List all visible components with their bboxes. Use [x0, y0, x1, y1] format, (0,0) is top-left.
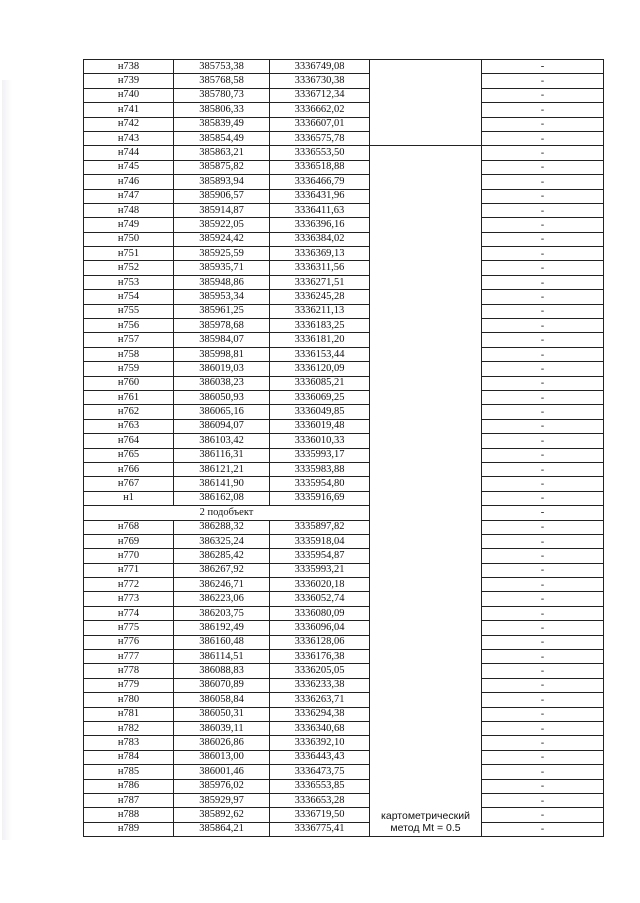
table-row: [84, 189, 604, 203]
x-coordinate-cell: 386065,16: [174, 405, 270, 419]
x-coordinate-cell: 385892,62: [174, 808, 270, 822]
table-row: [84, 74, 604, 88]
x-coordinate-cell: 385806,33: [174, 103, 270, 117]
accuracy-dash-cell: -: [482, 333, 604, 347]
point-name-cell: н750: [84, 232, 174, 246]
accuracy-dash-cell: -: [482, 563, 604, 577]
point-name-cell: н747: [84, 189, 174, 203]
x-coordinate-cell: 385976,02: [174, 779, 270, 793]
accuracy-dash-cell: -: [482, 736, 604, 750]
y-coordinate-cell: 3336069,25: [270, 390, 370, 404]
point-name-cell: н753: [84, 275, 174, 289]
x-coordinate-cell: 385953,34: [174, 290, 270, 304]
accuracy-dash-cell: -: [482, 765, 604, 779]
y-coordinate-cell: 3336431,96: [270, 189, 370, 203]
accuracy-dash-cell: -: [482, 218, 604, 232]
accuracy-dash-cell: -: [482, 60, 604, 74]
y-coordinate-cell: 3336010,33: [270, 434, 370, 448]
accuracy-dash-cell: -: [482, 189, 604, 203]
point-name-cell: н786: [84, 779, 174, 793]
y-coordinate-cell: 3336271,51: [270, 275, 370, 289]
y-coordinate-cell: 3335954,87: [270, 549, 370, 563]
accuracy-dash-cell: -: [482, 175, 604, 189]
point-name-cell: н781: [84, 707, 174, 721]
method-cell-empty: [370, 60, 482, 146]
y-coordinate-cell: 3336607,01: [270, 117, 370, 131]
table-row: [84, 736, 604, 750]
accuracy-dash-cell: -: [482, 808, 604, 822]
y-coordinate-cell: 3335983,88: [270, 462, 370, 476]
point-name-cell: н772: [84, 578, 174, 592]
x-coordinate-cell: 385906,57: [174, 189, 270, 203]
table-row: [84, 419, 604, 433]
point-name-cell: н767: [84, 477, 174, 491]
y-coordinate-cell: 3336153,44: [270, 347, 370, 361]
accuracy-dash-cell: -: [482, 74, 604, 88]
point-name-cell: н768: [84, 520, 174, 534]
table-row: [84, 650, 604, 664]
accuracy-dash-cell: -: [482, 721, 604, 735]
point-name-cell: н746: [84, 175, 174, 189]
y-coordinate-cell: 3336085,21: [270, 376, 370, 390]
y-coordinate-cell: 3336020,18: [270, 578, 370, 592]
x-coordinate-cell: 386050,31: [174, 707, 270, 721]
table-row: [84, 664, 604, 678]
point-name-cell: н784: [84, 750, 174, 764]
table-row: [84, 822, 604, 836]
table-row: [84, 160, 604, 174]
accuracy-dash-cell: -: [482, 304, 604, 318]
point-name-cell: н758: [84, 347, 174, 361]
table-row: [84, 103, 604, 117]
y-coordinate-cell: 3336049,85: [270, 405, 370, 419]
table-row: [84, 549, 604, 563]
accuracy-dash-cell: -: [482, 592, 604, 606]
table-row: [84, 448, 604, 462]
accuracy-dash-cell: -: [482, 650, 604, 664]
point-name-cell: н773: [84, 592, 174, 606]
x-coordinate-cell: 386223,06: [174, 592, 270, 606]
x-coordinate-cell: 386141,90: [174, 477, 270, 491]
point-name-cell: н764: [84, 434, 174, 448]
y-coordinate-cell: 3336176,38: [270, 650, 370, 664]
x-coordinate-cell: 385863,21: [174, 146, 270, 160]
table-row: [84, 376, 604, 390]
table-row: [84, 247, 604, 261]
table-row: [84, 563, 604, 577]
accuracy-dash-cell: -: [482, 462, 604, 476]
accuracy-dash-cell: -: [482, 635, 604, 649]
y-coordinate-cell: 3336712,34: [270, 88, 370, 102]
y-coordinate-cell: 3336384,02: [270, 232, 370, 246]
point-name-cell: н741: [84, 103, 174, 117]
x-coordinate-cell: 386058,84: [174, 693, 270, 707]
y-coordinate-cell: 3336369,13: [270, 247, 370, 261]
x-coordinate-cell: 386038,23: [174, 376, 270, 390]
y-coordinate-cell: 3336311,56: [270, 261, 370, 275]
y-coordinate-cell: 3336340,68: [270, 721, 370, 735]
y-coordinate-cell: 3336233,38: [270, 678, 370, 692]
x-coordinate-cell: 385925,59: [174, 247, 270, 261]
point-name-cell: н779: [84, 678, 174, 692]
table-row: [84, 319, 604, 333]
point-name-cell: н752: [84, 261, 174, 275]
y-coordinate-cell: 3336730,38: [270, 74, 370, 88]
y-coordinate-cell: 3336181,20: [270, 333, 370, 347]
accuracy-dash-cell: -: [482, 131, 604, 145]
accuracy-dash-cell: -: [482, 477, 604, 491]
table-row: [84, 578, 604, 592]
table-row: [84, 462, 604, 476]
accuracy-dash-cell: -: [482, 261, 604, 275]
x-coordinate-cell: 385948,86: [174, 275, 270, 289]
accuracy-dash-cell: -: [482, 549, 604, 563]
accuracy-dash-cell: -: [482, 275, 604, 289]
x-coordinate-cell: 385961,25: [174, 304, 270, 318]
x-coordinate-cell: 386088,83: [174, 664, 270, 678]
x-coordinate-cell: 386103,42: [174, 434, 270, 448]
point-name-cell: н761: [84, 390, 174, 404]
accuracy-dash-cell: -: [482, 534, 604, 548]
table-row: [84, 347, 604, 361]
table-row: [84, 678, 604, 692]
accuracy-dash-cell: -: [482, 520, 604, 534]
x-coordinate-cell: 385893,94: [174, 175, 270, 189]
accuracy-dash-cell: -: [482, 247, 604, 261]
table-row: [84, 290, 604, 304]
table-row: [84, 765, 604, 779]
point-name-cell: н776: [84, 635, 174, 649]
accuracy-dash-cell: -: [482, 707, 604, 721]
accuracy-dash-cell: -: [482, 664, 604, 678]
accuracy-dash-cell: -: [482, 693, 604, 707]
table-row: [84, 477, 604, 491]
table-row: [84, 693, 604, 707]
point-name-cell: н787: [84, 793, 174, 807]
point-name-cell: н738: [84, 60, 174, 74]
x-coordinate-cell: 386288,32: [174, 520, 270, 534]
accuracy-dash-cell: -: [482, 405, 604, 419]
x-coordinate-cell: 385839,49: [174, 117, 270, 131]
y-coordinate-cell: 3335918,04: [270, 534, 370, 548]
point-name-cell: н1: [84, 491, 174, 505]
accuracy-dash-cell: -: [482, 319, 604, 333]
x-coordinate-cell: 385935,71: [174, 261, 270, 275]
point-name-cell: н756: [84, 319, 174, 333]
table-row: [84, 750, 604, 764]
y-coordinate-cell: 3336411,63: [270, 203, 370, 217]
method-text-line2: метод Mt = 0.5: [390, 822, 461, 835]
table-row: [84, 261, 604, 275]
x-coordinate-cell: 385864,21: [174, 822, 270, 836]
y-coordinate-cell: 3336553,85: [270, 779, 370, 793]
x-coordinate-cell: 385924,42: [174, 232, 270, 246]
x-coordinate-cell: 386267,92: [174, 563, 270, 577]
y-coordinate-cell: 3336245,28: [270, 290, 370, 304]
y-coordinate-cell: 3336211,13: [270, 304, 370, 318]
point-name-cell: н740: [84, 88, 174, 102]
table-row: [84, 88, 604, 102]
accuracy-dash-cell: -: [482, 621, 604, 635]
accuracy-dash-cell: -: [482, 506, 604, 520]
y-coordinate-cell: 3335993,21: [270, 563, 370, 577]
x-coordinate-cell: 385914,87: [174, 203, 270, 217]
point-name-cell: н778: [84, 664, 174, 678]
table-row: [84, 621, 604, 635]
x-coordinate-cell: 385984,07: [174, 333, 270, 347]
method-text-line1: картометрический: [381, 810, 470, 823]
point-name-cell: н765: [84, 448, 174, 462]
table-row: [84, 721, 604, 735]
x-coordinate-cell: 386162,08: [174, 491, 270, 505]
point-name-cell: н780: [84, 693, 174, 707]
y-coordinate-cell: 3336019,48: [270, 419, 370, 433]
table-row: [84, 146, 604, 160]
point-name-cell: н770: [84, 549, 174, 563]
table-row: [84, 203, 604, 217]
table-row: [84, 707, 604, 721]
table-row: [84, 131, 604, 145]
x-coordinate-cell: 385768,58: [174, 74, 270, 88]
table-row: [84, 117, 604, 131]
point-name-cell: н754: [84, 290, 174, 304]
table-row: [84, 60, 604, 74]
table-row: [84, 635, 604, 649]
y-coordinate-cell: 3336653,28: [270, 793, 370, 807]
x-coordinate-cell: 386203,75: [174, 606, 270, 620]
point-name-cell: н766: [84, 462, 174, 476]
accuracy-dash-cell: -: [482, 491, 604, 505]
y-coordinate-cell: 3336473,75: [270, 765, 370, 779]
accuracy-dash-cell: -: [482, 203, 604, 217]
table-row: [84, 390, 604, 404]
table-row: [84, 779, 604, 793]
accuracy-dash-cell: -: [482, 160, 604, 174]
accuracy-dash-cell: -: [482, 117, 604, 131]
x-coordinate-cell: 386039,11: [174, 721, 270, 735]
point-name-cell: н748: [84, 203, 174, 217]
x-coordinate-cell: 386116,31: [174, 448, 270, 462]
point-name-cell: н760: [84, 376, 174, 390]
scan-margin-shadow: [2, 80, 12, 840]
point-name-cell: н763: [84, 419, 174, 433]
accuracy-dash-cell: -: [482, 419, 604, 433]
x-coordinate-cell: 386013,00: [174, 750, 270, 764]
point-name-cell: н777: [84, 650, 174, 664]
y-coordinate-cell: 3336263,71: [270, 693, 370, 707]
point-name-cell: н759: [84, 362, 174, 376]
coordinates-table: [83, 59, 604, 837]
subobject-label-cell: 2 подобъект: [84, 506, 370, 520]
y-coordinate-cell: 3336518,88: [270, 160, 370, 174]
y-coordinate-cell: 3336080,09: [270, 606, 370, 620]
x-coordinate-cell: 385875,82: [174, 160, 270, 174]
point-name-cell: н789: [84, 822, 174, 836]
x-coordinate-cell: 386192,49: [174, 621, 270, 635]
x-coordinate-cell: 386160,48: [174, 635, 270, 649]
accuracy-dash-cell: -: [482, 793, 604, 807]
accuracy-dash-cell: -: [482, 232, 604, 246]
y-coordinate-cell: 3335993,17: [270, 448, 370, 462]
table-row: [84, 333, 604, 347]
accuracy-dash-cell: -: [482, 347, 604, 361]
accuracy-dash-cell: -: [482, 88, 604, 102]
x-coordinate-cell: 385780,73: [174, 88, 270, 102]
point-name-cell: н771: [84, 563, 174, 577]
x-coordinate-cell: 386325,24: [174, 534, 270, 548]
table-row: [84, 405, 604, 419]
y-coordinate-cell: 3336443,43: [270, 750, 370, 764]
y-coordinate-cell: 3336392,10: [270, 736, 370, 750]
y-coordinate-cell: 3336662,02: [270, 103, 370, 117]
y-coordinate-cell: 3336120,09: [270, 362, 370, 376]
x-coordinate-cell: 386114,51: [174, 650, 270, 664]
table-row: [84, 491, 604, 505]
y-coordinate-cell: 3336052,74: [270, 592, 370, 606]
x-coordinate-cell: 386246,71: [174, 578, 270, 592]
accuracy-dash-cell: -: [482, 434, 604, 448]
accuracy-dash-cell: -: [482, 822, 604, 836]
y-coordinate-cell: 3336294,38: [270, 707, 370, 721]
x-coordinate-cell: 386094,07: [174, 419, 270, 433]
y-coordinate-cell: 3336719,50: [270, 808, 370, 822]
y-coordinate-cell: 3336128,06: [270, 635, 370, 649]
table-row: [84, 232, 604, 246]
x-coordinate-cell: 386019,03: [174, 362, 270, 376]
point-name-cell: н774: [84, 606, 174, 620]
y-coordinate-cell: 3335916,69: [270, 491, 370, 505]
x-coordinate-cell: 385922,05: [174, 218, 270, 232]
point-name-cell: н742: [84, 117, 174, 131]
accuracy-dash-cell: -: [482, 606, 604, 620]
point-name-cell: н755: [84, 304, 174, 318]
table-row: [84, 362, 604, 376]
y-coordinate-cell: 3336466,79: [270, 175, 370, 189]
accuracy-dash-cell: -: [482, 146, 604, 160]
accuracy-dash-cell: -: [482, 678, 604, 692]
table-row: [84, 793, 604, 807]
point-name-cell: н783: [84, 736, 174, 750]
table-row: [84, 534, 604, 548]
x-coordinate-cell: 385854,49: [174, 131, 270, 145]
accuracy-dash-cell: -: [482, 779, 604, 793]
y-coordinate-cell: 3336096,04: [270, 621, 370, 635]
y-coordinate-cell: 3336749,08: [270, 60, 370, 74]
accuracy-dash-cell: -: [482, 290, 604, 304]
point-name-cell: н769: [84, 534, 174, 548]
accuracy-dash-cell: -: [482, 362, 604, 376]
x-coordinate-cell: 386285,42: [174, 549, 270, 563]
accuracy-dash-cell: -: [482, 448, 604, 462]
accuracy-dash-cell: -: [482, 390, 604, 404]
y-coordinate-cell: 3336205,05: [270, 664, 370, 678]
coordinates-table-body: [84, 60, 604, 837]
table-row: [84, 520, 604, 534]
table-row: [84, 218, 604, 232]
x-coordinate-cell: 386070,89: [174, 678, 270, 692]
point-name-cell: н785: [84, 765, 174, 779]
x-coordinate-cell: 386050,93: [174, 390, 270, 404]
point-name-cell: н751: [84, 247, 174, 261]
point-name-cell: н788: [84, 808, 174, 822]
x-coordinate-cell: 386026,86: [174, 736, 270, 750]
accuracy-dash-cell: -: [482, 103, 604, 117]
table-row: [84, 808, 604, 822]
point-name-cell: н782: [84, 721, 174, 735]
x-coordinate-cell: 386121,21: [174, 462, 270, 476]
point-name-cell: н749: [84, 218, 174, 232]
y-coordinate-cell: 3336553,50: [270, 146, 370, 160]
accuracy-dash-cell: -: [482, 376, 604, 390]
y-coordinate-cell: 3335954,80: [270, 477, 370, 491]
x-coordinate-cell: 385978,68: [174, 319, 270, 333]
y-coordinate-cell: 3336183,25: [270, 319, 370, 333]
point-name-cell: н745: [84, 160, 174, 174]
table-row: [84, 606, 604, 620]
point-name-cell: н739: [84, 74, 174, 88]
x-coordinate-cell: 385929,97: [174, 793, 270, 807]
point-name-cell: н757: [84, 333, 174, 347]
y-coordinate-cell: 3336775,41: [270, 822, 370, 836]
y-coordinate-cell: 3336396,16: [270, 218, 370, 232]
accuracy-dash-cell: -: [482, 750, 604, 764]
subobject-row: [84, 506, 604, 520]
accuracy-dash-cell: -: [482, 578, 604, 592]
y-coordinate-cell: 3336575,78: [270, 131, 370, 145]
point-name-cell: н744: [84, 146, 174, 160]
point-name-cell: н743: [84, 131, 174, 145]
table-row: [84, 275, 604, 289]
y-coordinate-cell: 3335897,82: [270, 520, 370, 534]
method-cell: [370, 146, 482, 837]
point-name-cell: н762: [84, 405, 174, 419]
table-row: [84, 592, 604, 606]
x-coordinate-cell: 386001,46: [174, 765, 270, 779]
x-coordinate-cell: 385998,81: [174, 347, 270, 361]
table-row: [84, 175, 604, 189]
table-row: [84, 304, 604, 318]
table-row: [84, 434, 604, 448]
x-coordinate-cell: 385753,38: [174, 60, 270, 74]
point-name-cell: н775: [84, 621, 174, 635]
